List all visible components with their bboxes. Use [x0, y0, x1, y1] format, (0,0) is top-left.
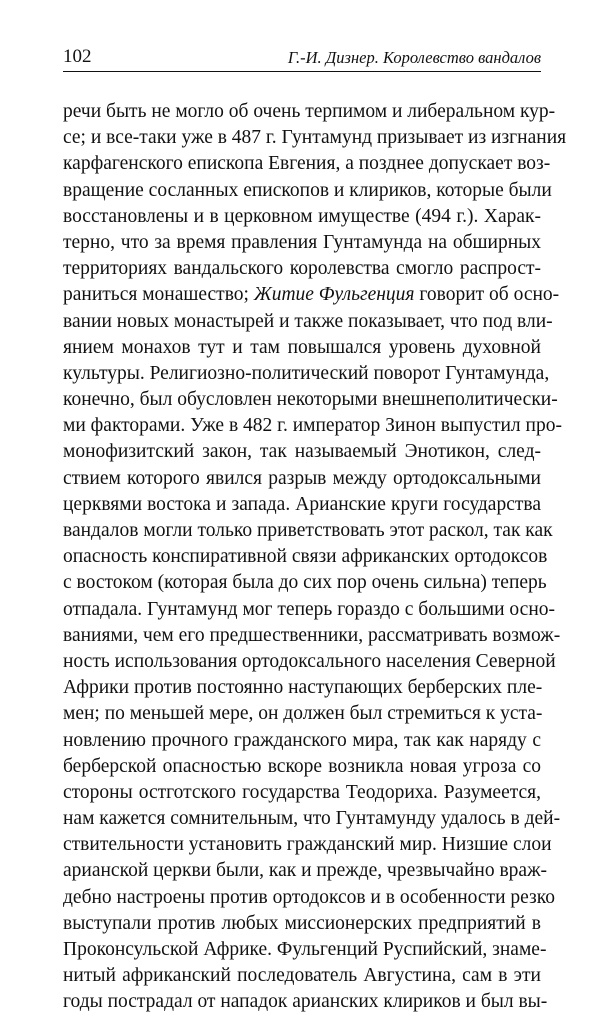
text-line: ствием которого явился разрыв между ортодоксальными: [63, 467, 541, 489]
text-line: ваниями, чем его предшественники, рассматривать возмож-: [63, 624, 561, 646]
text-line: Проконсульской Африке. Фульгенций Руспийский, знаме-: [63, 939, 547, 960]
text-line: культуры. Религиозно-политический поворот Гунтамунда,: [63, 362, 550, 384]
text-line: отпадала. Гунтамунд мог теперь гораздо с большими осно-: [63, 598, 555, 620]
text-line: стороны остготского государства Теодориха. Разумеется,: [63, 781, 541, 803]
text-line: дебно настроены против ортодоксов и в особенности резко: [63, 886, 555, 908]
text-line: с востоком (которая была до сих пор очень сильна) теперь: [63, 572, 547, 594]
text-line: опасность конспиративной связи африканских ортодоксов: [63, 546, 548, 568]
text-line: ность использования ортодоксального населения Северной: [63, 650, 556, 672]
text-line: мен; по меньшей мере, он должен был стремиться к уста-: [63, 703, 543, 725]
text-line: вании новых монастырей и также показывает, что под вли-: [63, 310, 553, 332]
text-line: вращение сосланных епископов и клириков, которые были: [63, 179, 552, 201]
text-line: ствительности установить гражданский мир. Низшие слои: [63, 834, 552, 856]
text-line: нитый африканский последователь Августина, сам в эти: [63, 965, 541, 987]
text-run: раниться монашество;: [63, 284, 254, 306]
text-line: территориях вандальского королевства смогло распрост-: [63, 258, 541, 280]
text-line: се; и все-таки уже в 487 г. Гунтамунд призывает из изгнания: [63, 127, 567, 149]
header-rule: [63, 71, 541, 72]
text-line: конечно, был обусловлен некоторыми внешнеполитически-: [63, 389, 558, 411]
page-number: 102: [63, 46, 92, 67]
page-header: [63, 44, 541, 70]
text-line: берберской опасностью вскоре возникла новая угроза со: [63, 755, 541, 777]
text-line: выступали против любых миссионерских предприятий в: [63, 912, 541, 934]
text-line: новлению прочного гражданского мира, так как наряду с: [63, 729, 541, 751]
body-text: [63, 99, 567, 1016]
text-line: [63, 282, 560, 308]
text-line: Африки против постоянно наступающих берберских пле-: [63, 677, 543, 699]
text-line: арианской церкви были, как и прежде, чрезвычайно враж-: [63, 860, 548, 882]
running-head: Г.-И. Дизнер. Королевство вандалов: [287, 48, 541, 67]
text-line: вандалов могли только приветствовать этот раскол, так как: [63, 520, 553, 541]
text-line: монофизитский закон, так называемый Энотикон, след-: [63, 441, 541, 463]
text-run: говорит об осно-: [414, 284, 560, 306]
text-line: янием монахов тут и там повышался уровень духовной: [63, 336, 541, 358]
text-line: речи быть не могло об очень терпимом и либеральном кур-: [63, 101, 556, 122]
text-line: церквями востока и запада. Арианские круги государства: [63, 493, 541, 515]
book-title: Житие Фульгенция: [253, 284, 415, 306]
text-line: годы пострадал от нападок арианских клириков и был вы-: [63, 991, 548, 1013]
text-line: восстановлены и в церковном имуществе (494 г.). Харак-: [63, 205, 541, 227]
text-line: терно, что за время правления Гунтамунда на обширных: [63, 231, 541, 253]
text-line: нам кажется сомнительным, что Гунтамунду удалось в дей-: [63, 808, 561, 830]
text-line: карфагенского епископа Евгения, а позднее допускает воз-: [63, 153, 551, 175]
text-line: ми факторами. Уже в 482 г. император Зинон выпустил про-: [63, 415, 562, 437]
